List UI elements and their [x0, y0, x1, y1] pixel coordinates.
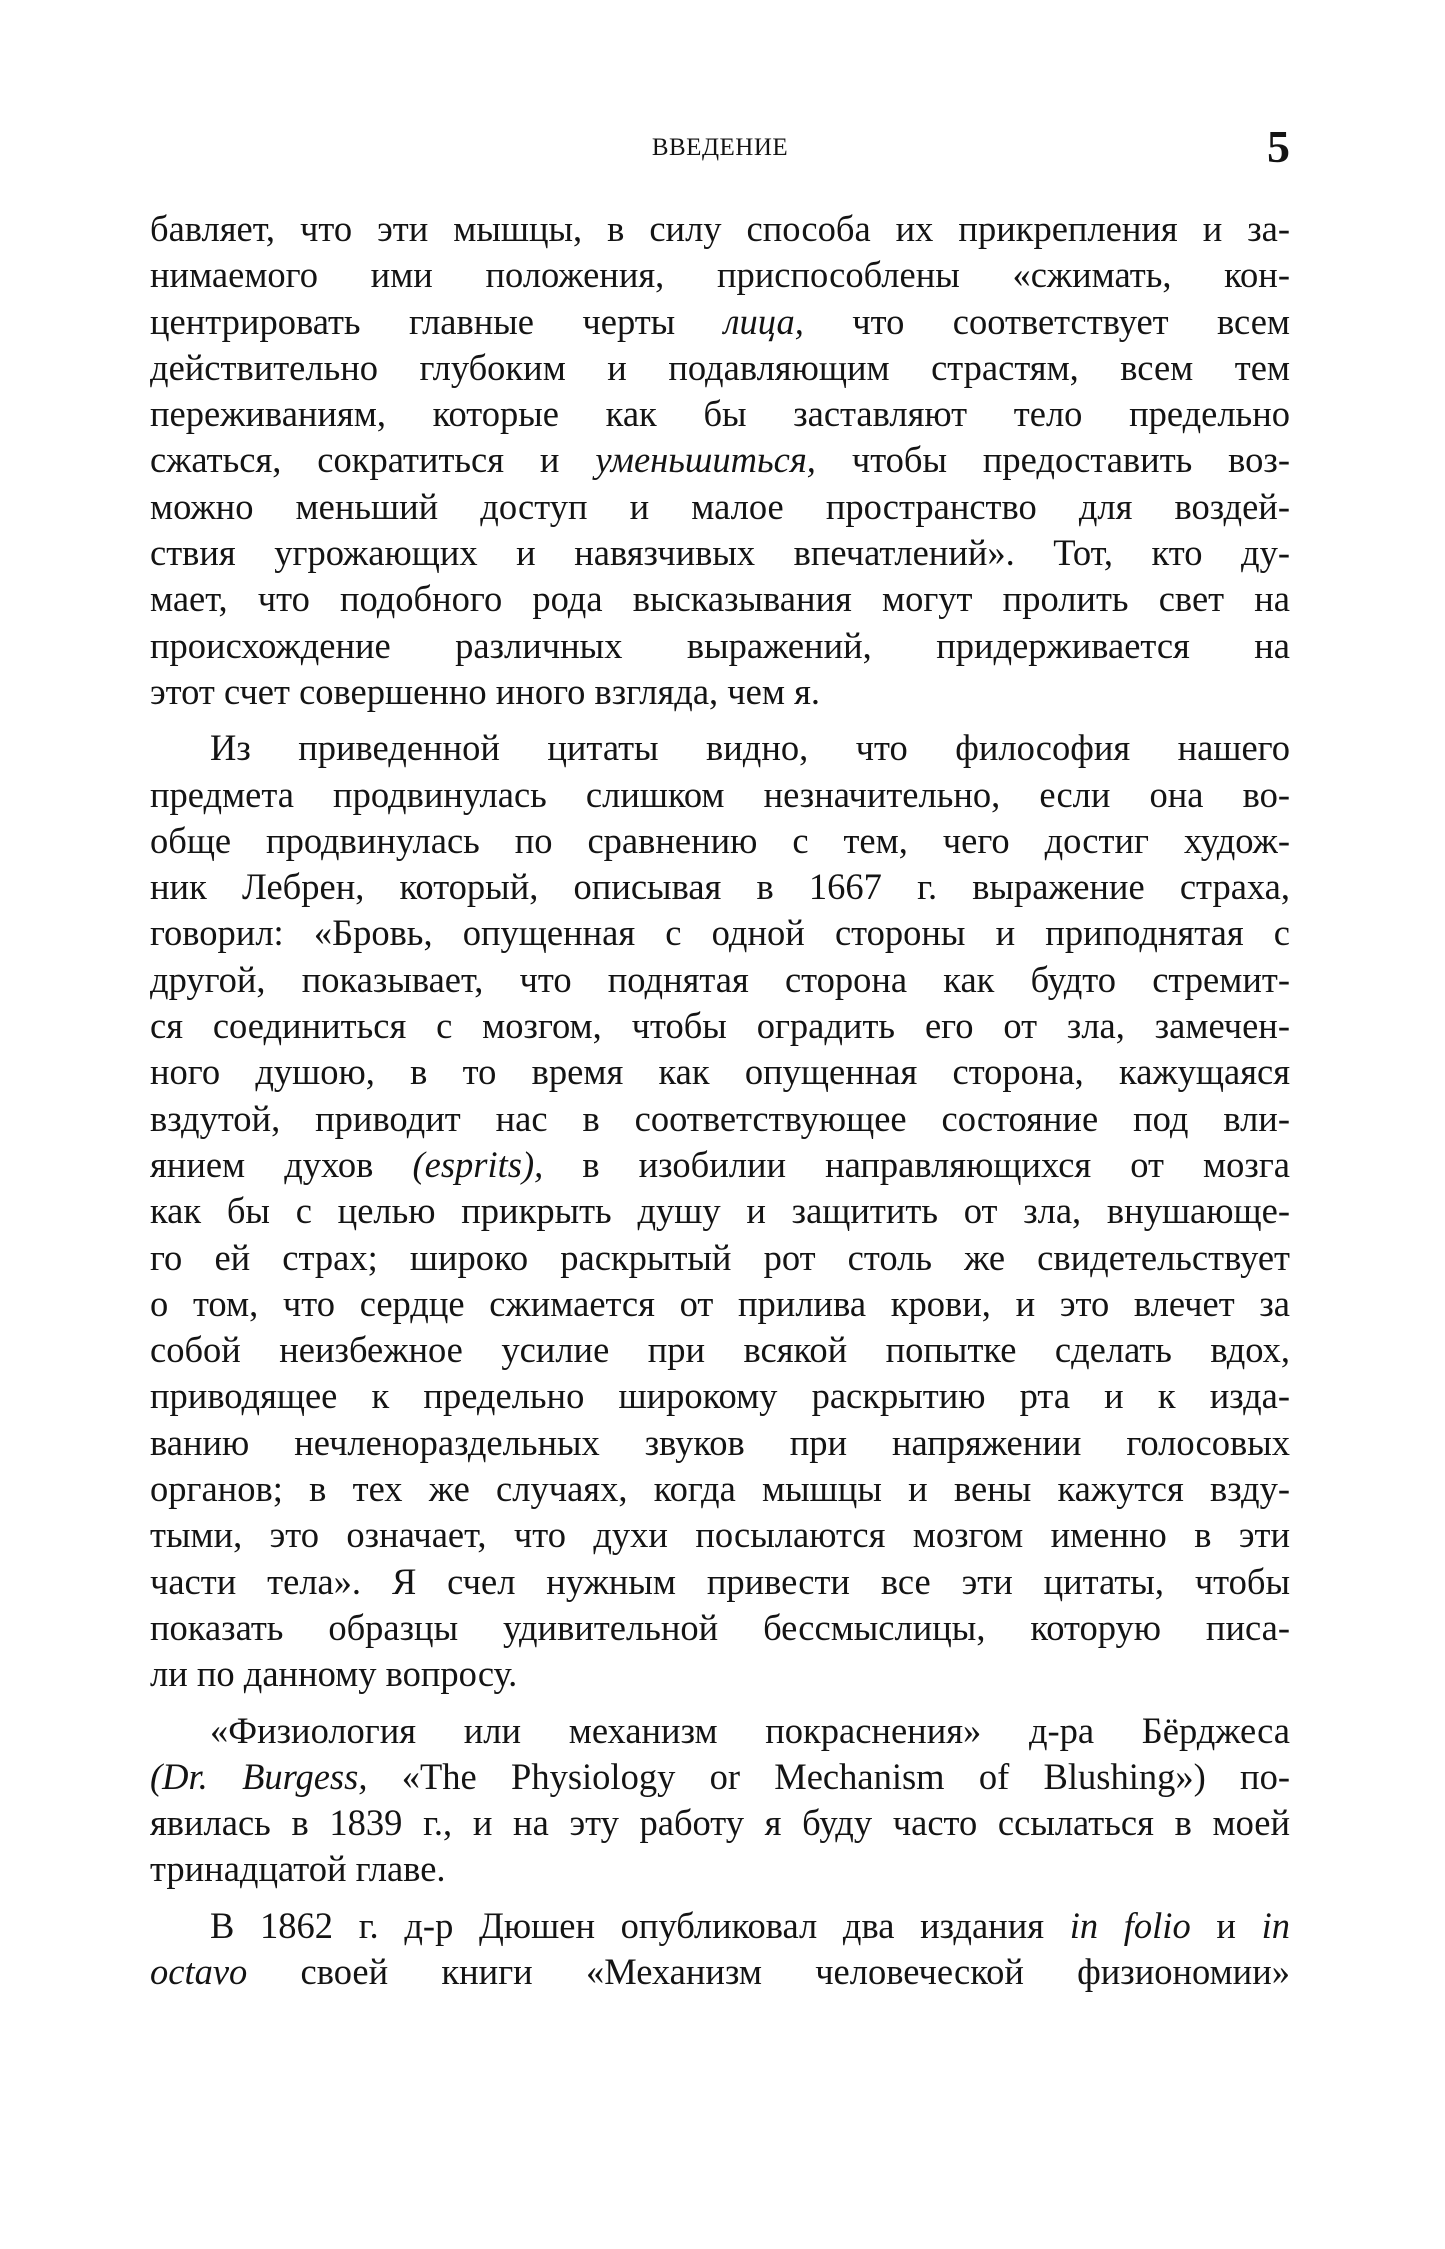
text-line: го ей страх; широко раскрытый рот столь же свидетельствует: [150, 1236, 1290, 1278]
text-line: действительно глубоким и подавляющим страстям, всем тем: [150, 346, 1290, 388]
text-line: вздутой, приводит нас в соответствующее состояние под вли-: [150, 1097, 1290, 1139]
text-line: приводящее к предельно широкому раскрытию рта и к изда-: [150, 1375, 1290, 1417]
text-line: мает, что подобного рода высказывания могут пролить свет на: [150, 578, 1290, 620]
text-line: о том, что сердце сжимается от прилива крови, и это влечет за: [150, 1282, 1290, 1324]
paragraph-3: [150, 1708, 1290, 1893]
text-line: Из приведенной цитаты видно, что философия нашего: [210, 727, 1290, 769]
text-segment: сжаться, сократиться и: [150, 439, 596, 481]
text-segment: янием духов: [150, 1143, 413, 1185]
text-segment: центрировать главные черты: [150, 300, 724, 342]
italic-term: уменьшиться,: [595, 439, 816, 481]
text-segment: и: [1190, 1904, 1262, 1946]
italic-term: octavo: [150, 1950, 248, 1992]
text-segment: своей книги «Механизм человеческой физиономии»: [247, 1950, 1290, 1992]
book-page: [150, 120, 1290, 2005]
text-line: [150, 1949, 1290, 1995]
italic-term: in folio: [1069, 1904, 1191, 1946]
text-line: другой, показывает, что поднятая сторона как будто стремит-: [150, 958, 1290, 1000]
text-line: органов; в тех же случаях, когда мышцы и вены кажутся взду-: [150, 1468, 1290, 1510]
text-line: предмета продвинулась слишком незначительно, если она во-: [150, 773, 1290, 815]
text-line: переживаниям, которые как бы заставляют тело предельно: [150, 393, 1290, 435]
text-segment: В 1862 г. д-р Дюшен опубликовал два издания: [210, 1904, 1070, 1946]
text-segment: в изобилии направляющихся от мозга: [543, 1143, 1290, 1185]
body-text: [150, 206, 1290, 1995]
paragraph-1: [150, 206, 1290, 715]
text-line: [150, 1754, 1290, 1800]
text-line: ного душою, в то время как опущенная сторона, кажущаяся: [150, 1051, 1290, 1093]
running-head: [150, 120, 1290, 190]
italic-term: лица,: [723, 300, 804, 342]
text-segment: «The Physiology or Mechanism of Blushing») по-: [401, 1755, 1290, 1797]
text-segment: что соответствует всем: [803, 300, 1290, 342]
text-line: можно меньший доступ и малое пространство для воздей-: [150, 485, 1290, 527]
text-line: ли по данному вопросу.: [150, 1653, 518, 1695]
paragraph-2: [150, 725, 1290, 1697]
text-line: показать образцы удивительной бессмыслицы, которую писа-: [150, 1606, 1290, 1648]
text-line: тыми, это означает, что духи посылаются мозгом именно в эти: [150, 1514, 1290, 1556]
text-line: [150, 299, 1290, 345]
text-line: явилась в 1839 г., и на эту работу я буду часто ссылаться в моей: [150, 1802, 1290, 1844]
text-line: происхождение различных выражений, придерживается на: [150, 624, 1290, 666]
paragraph-4: [150, 1903, 1290, 1996]
page-number: 5: [1267, 121, 1290, 172]
text-line: этот счет совершенно иного взгляда, чем я.: [150, 670, 820, 712]
text-line: ник Лебрен, который, описывая в 1667 г. выражение страха,: [150, 866, 1290, 908]
text-line: нимаемого ими положения, приспособлены «сжимать, кон-: [150, 254, 1290, 296]
text-line: ся соединиться с мозгом, чтобы оградить его от зла, замечен-: [150, 1005, 1290, 1047]
text-line: обще продвинулась по сравнению с тем, чего достиг худож-: [150, 819, 1290, 861]
text-segment: чтобы предоставить воз-: [815, 439, 1290, 481]
text-line: [150, 1142, 1290, 1188]
italic-term: in: [1261, 1904, 1290, 1946]
text-line: как бы с целью прикрыть душу и защитить от зла, внушающе-: [150, 1190, 1290, 1232]
text-line: ствия угрожающих и навязчивых впечатлений». Тот, кто ду-: [150, 532, 1290, 574]
text-line: ванию нечленораздельных звуков при напряжении голосовых: [150, 1421, 1290, 1463]
text-line: собой неизбежное усилие при всякой попытке сделать вдох,: [150, 1329, 1290, 1371]
running-title: ВВЕДЕНИЕ: [651, 134, 789, 161]
italic-term: (Dr. Burgess,: [150, 1755, 368, 1797]
text-line: части тела». Я счел нужным привести все эти цитаты, чтобы: [150, 1560, 1290, 1602]
italic-term: (esprits),: [412, 1143, 544, 1185]
text-line: [150, 437, 1290, 483]
text-line: «Физиология или механизм покраснения» д-ра Бёрджеса: [210, 1709, 1290, 1751]
text-line: тринадцатой главе.: [150, 1848, 446, 1890]
text-line: [150, 1903, 1290, 1949]
text-line: бавляет, что эти мышцы, в силу способа их прикрепления и за-: [150, 208, 1290, 249]
text-line: говорил: «Бровь, опущенная с одной стороны и приподнятая с: [150, 912, 1290, 954]
